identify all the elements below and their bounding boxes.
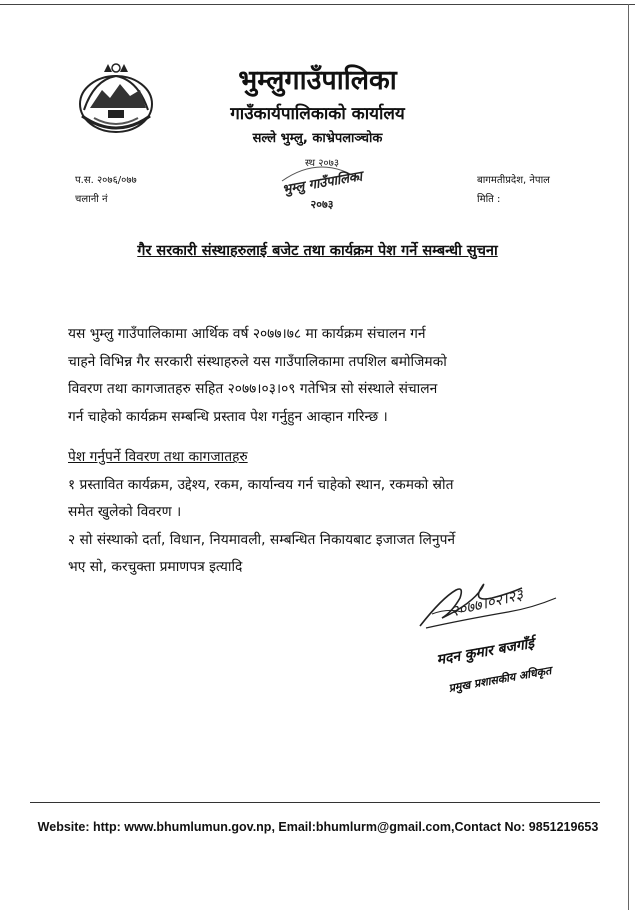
page-border-top	[0, 4, 635, 5]
list-item-line: समेत खुलेको विवरण ।	[68, 504, 182, 520]
page-border-right	[628, 4, 629, 910]
office-address: सल्ले भुम्लु, काभ्रेपलाञ्चोक	[252, 131, 383, 146]
dispatch-number: चलानी नं	[75, 194, 108, 205]
province-label: बागमतीप्रदेश, नेपाल	[477, 175, 550, 186]
signer-name: मदन कुमार बजगाँई	[435, 635, 536, 669]
list-item-line: १ प्रस्तावित कार्यक्रम, उद्देश्य, रकम, कार्यान्वय गर्न चाहेको स्थान, रकमको स्रोत	[68, 477, 454, 493]
org-name: भुम्लुगाउँपालिका	[238, 65, 397, 96]
signature-date: २०७७।०२।२३	[448, 585, 525, 621]
nepal-emblem-icon	[74, 60, 158, 138]
list-item-line: २ सो संस्थाको दर्ता, विधान, नियमावली, सम्बन्धित निकायबाट इजाजत लिनुपर्ने	[68, 532, 456, 548]
reference-number: प.स. २०७६/०७७	[75, 175, 137, 186]
footer-divider	[30, 802, 600, 803]
documents-heading: पेश गर्नुपर्ने विवरण तथा कागजातहरु	[68, 449, 248, 465]
list-item-line: भए सो, करचुक्ता प्रमाणपत्र इत्यादि	[68, 559, 243, 575]
office-name: गाउँकार्यपालिकाको कार्यालय	[230, 104, 405, 124]
paragraph-line: गर्न चाहेको कार्यक्रम सम्बन्धि प्रस्ताव पेश गर्नुहुन आव्हान गरिन्छ ।	[68, 408, 388, 425]
stamp-line-2: भुम्लु गाउँपालिका	[281, 169, 364, 198]
signer-title: प्रमुख प्रशासकीय अधिकृत	[447, 664, 553, 695]
footer-contact: Website: http: www.bhumlumun.gov.np, Email:bhumlurm@gmail.com,Contact No: 9851219653	[37, 820, 599, 834]
stamp-line-3: २०७३	[310, 198, 334, 211]
date-label: मिति :	[477, 194, 501, 205]
paragraph-line: चाहने विभिन्न गैर सरकारी संस्थाहरुले यस गाउँपालिकामा तपशिल बमोजिमको	[68, 353, 447, 370]
notice-paragraph	[68, 321, 568, 431]
paragraph-line: यस भुम्लु गाउँपालिकामा आर्थिक वर्ष २०७७।७८ मा कार्यक्रम संचालन गर्न	[68, 326, 426, 342]
office-stamp	[268, 147, 376, 219]
paragraph-line: विवरण तथा कागजातहरु सहित २०७७।०३।०९ गतेभित्र सो संस्थाले संचालन	[68, 381, 438, 397]
stamp-line-1: स्थ २०७३	[304, 158, 340, 169]
notice-title: गैर सरकारी संस्थाहरुलाई बजेट तथा कार्यक्रम पेश गर्ने सम्बन्धी सुचना	[137, 243, 498, 259]
list-item	[68, 472, 568, 526]
